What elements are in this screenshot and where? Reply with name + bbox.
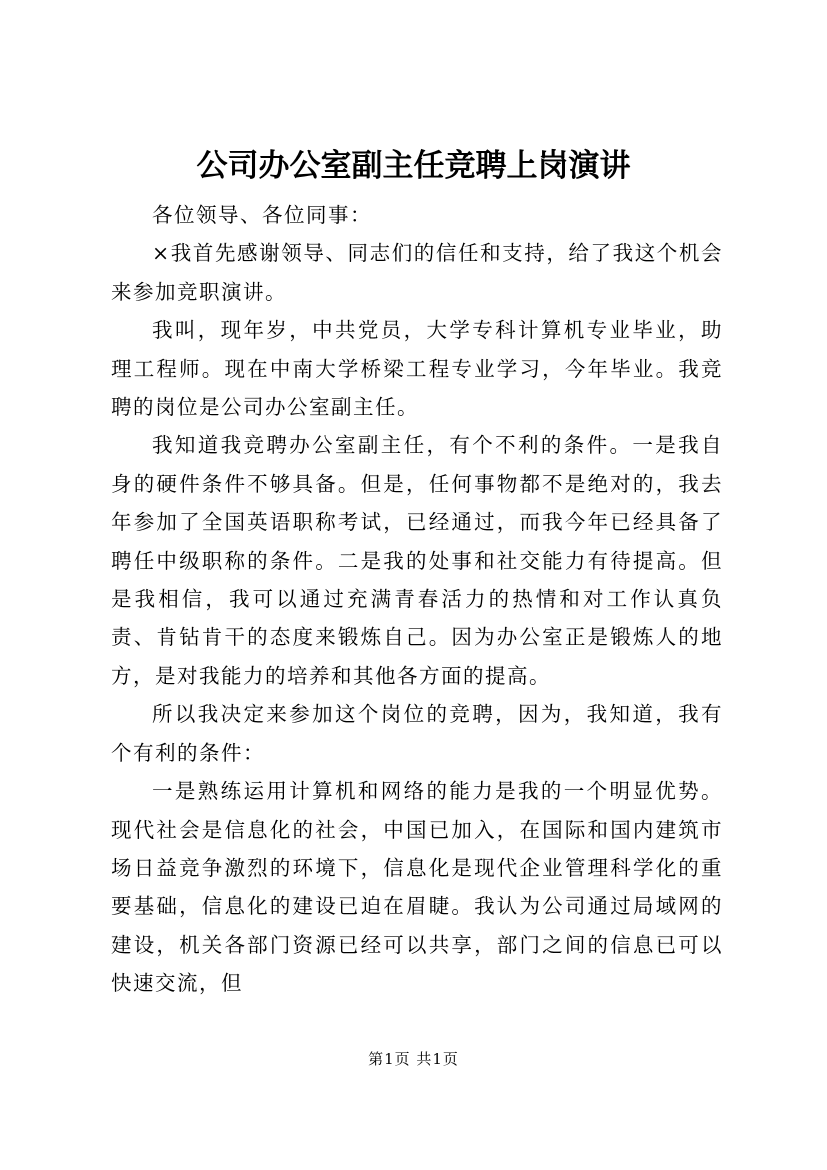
page-footer: 第1页 共1页 (368, 1050, 459, 1068)
paragraph-disadvantages: 我知道我竞聘办公室副主任，有个不利的条件。一是我自身的硬件条件不够具备。但是，任何事物都不是绝对的，我去年参加了全国英语职称考试，已经通过，而我今年已经具备了聘任中级职称的条件。二是我的处事和社交能力有待提高。但是我相信，我可以通过充满青春活力的热情和对工作认真负责、肯钻肯干的态度来锻炼自己。因为办公室正是锻炼人的地方，是对我能力的培养和其他各方面的提高。 (111, 433, 723, 688)
paragraph-decision: 所以我决定来参加这个岗位的竞聘，因为，我知道，我有个有利的条件： (111, 702, 723, 765)
document-title: 公司办公室副主任竞聘上岗演讲 (196, 148, 631, 184)
paragraph-self-introduction: 我叫，现年岁，中共党员，大学专科计算机专业毕业，助理工程师。现在中南大学桥梁工程专业学习，今年毕业。我竞聘的岗位是公司办公室副主任。 (111, 318, 723, 420)
document-body (111, 196, 723, 1003)
paragraph-thanks: ×我首先感谢领导、同志们的信任和支持，给了我这个机会来参加竞职演讲。 (111, 241, 723, 304)
paragraph-advantage-one: 一是熟练运用计算机和网络的能力是我的一个明显优势。现代社会是信息化的社会，中国已加入，在国际和国内建筑市场日益竞争激烈的环境下，信息化是现代企业管理科学化的重要基础，信息化的建设已迫在眉睫。我认为公司通过局域网的建设，机关各部门资源已经可以共享，部门之间的信息已可以快速交流，但 (111, 779, 723, 996)
paragraph-salutation: 各位领导、各位同事： (152, 203, 372, 227)
